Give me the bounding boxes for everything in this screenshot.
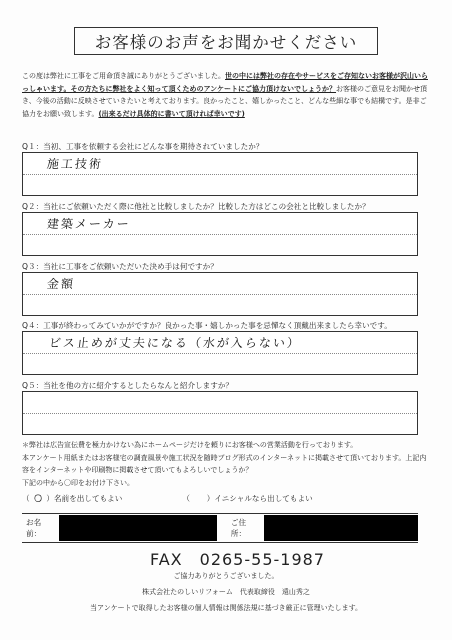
page-title: お客様のお声をお聞かせください	[74, 27, 378, 55]
intro-text	[22, 70, 432, 120]
question-5-label: Q５：当社を他の方に紹介するとしたらなんと紹介しますか？	[22, 381, 234, 390]
intro-part2: 世の中には弊社の存在やサービスをご存知ないお客様が沢山いらっしゃいます。その方たちに弊社をよく知って頂くためのアンケートにご協力頂けないでしょうか？	[22, 72, 428, 93]
permission-choices	[22, 493, 313, 504]
choice-1-label: 名前を出してもよい	[54, 494, 123, 503]
question-1-answer: 施工技術	[46, 157, 104, 171]
answer-line	[23, 174, 417, 175]
footer-privacy: 当アンケートで取得したお客様の個人情報は関係法規に基づき厳正に管理いたします。	[89, 604, 363, 612]
answer-line	[23, 234, 417, 235]
choice-name-ok[interactable]: （ 〇 ）名前を出してもよい	[22, 494, 123, 503]
intro-part4: (出来るだけ具体的に書いて頂ければ幸いです)	[98, 109, 245, 118]
notes-line-3: 下記の中から〇印をお付け下さい。	[22, 478, 134, 487]
footer-company: 株式会社たのしいリフォーム 代表取締役 遠山秀之	[142, 588, 310, 596]
answer-line	[23, 413, 417, 414]
footer-thanks: ご協力ありがとうございました。	[173, 572, 279, 580]
question-2-answer-box[interactable]	[22, 212, 418, 256]
name-label: お名前：	[26, 518, 42, 538]
name-redacted-field[interactable]	[59, 515, 217, 541]
question-3-answer: 金額	[46, 277, 76, 291]
question-3-label: Q３：当社に工事をご依頼いただいた決め手は何ですか？	[22, 262, 218, 271]
notes-line-2: 本アンケート用紙またはお客様宅の調査風景や施工状況を随時ブログ形式のインターネットに掲載させて頂いております。上記内容をインターネットや印刷物に掲載させて頂いてもよろしいでしょうか？	[22, 453, 427, 474]
customer-info-row	[22, 513, 418, 543]
permission-notes	[22, 439, 432, 489]
question-4-answer-box[interactable]	[22, 331, 418, 375]
question-2-answer: 建築メーカー	[46, 217, 132, 231]
choice-2-label: イニシャルなら出してもよい	[214, 494, 313, 503]
question-4-answer: ビス止めが丈夫になる（水が入らない）	[48, 336, 302, 350]
choice-initials-ok[interactable]: （ ）イニシャルなら出してもよい	[182, 494, 313, 503]
fax-number: FAX 0265-55-1987	[150, 550, 325, 569]
address-label: ご住所：	[230, 518, 247, 538]
question-3-answer-box[interactable]	[22, 272, 418, 316]
address-redacted-field[interactable]	[264, 515, 418, 541]
answer-line	[23, 353, 417, 354]
notes-line-1: ＊弊社は広告宣伝費を極力かけない為にホームページだけを頼りにお客様への営業活動を行っております。	[22, 441, 358, 449]
question-2-label: Q２：当社にご依頼いただく際に他社と比較しましたか？比較した方はどこの会社と比較しましたか？	[22, 202, 370, 211]
choice-1-mark: 〇	[34, 494, 42, 503]
question-1-label: Q１：当初、工事を依頼する会社にどんな事を期待されていましたか？	[22, 142, 264, 151]
question-1-answer-box[interactable]	[22, 152, 418, 196]
question-4-label: Q４：工事が終わってみていかがですか？良かった事・嬉しかった事を忌憚なく頂戴出来ましたら幸いです。	[22, 321, 392, 330]
question-5-answer-box[interactable]	[22, 391, 418, 435]
intro-part1: この度は弊社に工事をご用命頂き誠にありがとうございました。	[22, 72, 225, 80]
answer-line	[23, 294, 417, 295]
intro-part3: お客様のご意見をお聞かせ頂き、今後の活動に反映させていきたいと考えております。良かったこと、嬉しかったこと、どんな些細な事でも結構です。是非ご協力をお願い致します。	[22, 84, 428, 118]
